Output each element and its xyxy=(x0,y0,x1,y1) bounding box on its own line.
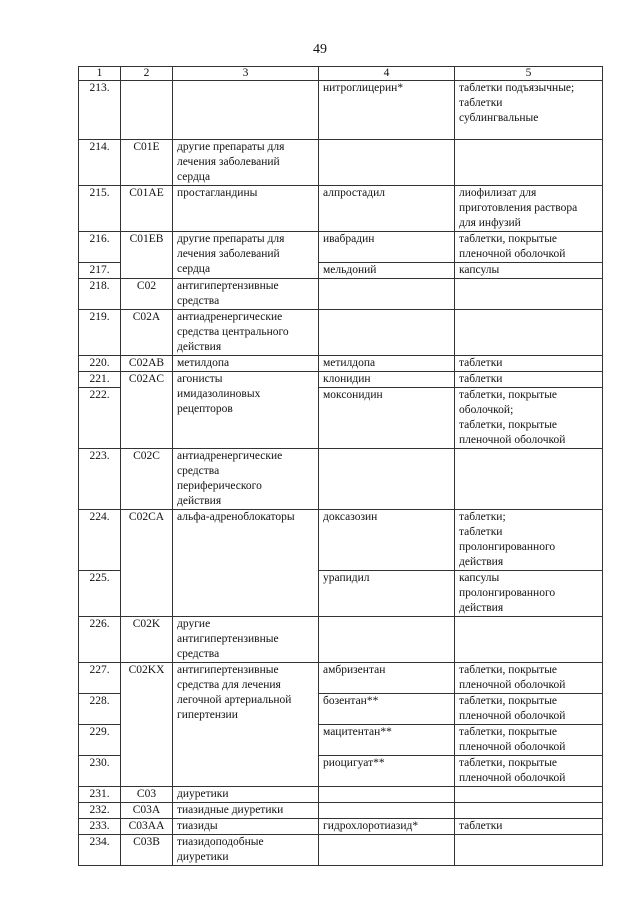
table-row xyxy=(79,356,603,372)
header-cell: 3 xyxy=(173,67,319,81)
atc-code: C01E xyxy=(121,140,173,186)
table-header-row xyxy=(79,67,603,81)
drug-name: нитроглицерин* xyxy=(319,81,455,140)
drug-name: ивабрадин xyxy=(319,232,455,263)
header-cell: 5 xyxy=(455,67,603,81)
row-number: 225. xyxy=(79,571,121,617)
row-number: 233. xyxy=(79,819,121,835)
drug-name xyxy=(319,787,455,803)
row-number: 230. xyxy=(79,756,121,787)
drug-name: мельдоний xyxy=(319,263,455,279)
atc-code: C03 xyxy=(121,787,173,803)
atc-group: антиадренергические средства центрального действия xyxy=(173,310,319,356)
table-row xyxy=(79,663,603,694)
row-number: 218. xyxy=(79,279,121,310)
row-number: 213. xyxy=(79,81,121,140)
drug-name: моксонидин xyxy=(319,388,455,449)
table-row xyxy=(79,186,603,232)
dosage-form xyxy=(455,449,603,510)
page-number: 49 xyxy=(313,42,327,57)
drug-name xyxy=(319,617,455,663)
drug-name: урапидил xyxy=(319,571,455,617)
dosage-form xyxy=(455,279,603,310)
atc-code: C03AA xyxy=(121,819,173,835)
drug-name: риоцигуат** xyxy=(319,756,455,787)
atc-group: другие препараты для лечения заболеваний сердца xyxy=(173,232,319,279)
dosage-form xyxy=(455,787,603,803)
atc-group: антигипертензивные средства для лечения легочной артериальной гипертензии xyxy=(173,663,319,787)
dosage-form: таблетки, покрытые оболочкой; таблетки, покрытые пленочной оболочкой xyxy=(455,388,603,449)
drug-table xyxy=(78,66,603,866)
row-number: 223. xyxy=(79,449,121,510)
row-number: 214. xyxy=(79,140,121,186)
row-number: 224. xyxy=(79,510,121,571)
row-number: 228. xyxy=(79,694,121,725)
table-row xyxy=(79,140,603,186)
dosage-form xyxy=(455,310,603,356)
atc-code: C02KX xyxy=(121,663,173,787)
row-number: 219. xyxy=(79,310,121,356)
row-number: 222. xyxy=(79,388,121,449)
atc-group: тиазиды xyxy=(173,819,319,835)
table-row xyxy=(79,232,603,263)
dosage-form: таблетки xyxy=(455,372,603,388)
drug-name: амбризентан xyxy=(319,663,455,694)
row-number: 217. xyxy=(79,263,121,279)
dosage-form: капсулы xyxy=(455,263,603,279)
dosage-form: лиофилизат для приготовления раствора для инфузий xyxy=(455,186,603,232)
drug-name: гидрохлоротиазид* xyxy=(319,819,455,835)
row-number: 221. xyxy=(79,372,121,388)
atc-group: антигипертензивные средства xyxy=(173,279,319,310)
table-row xyxy=(79,510,603,571)
table-row xyxy=(79,803,603,819)
atc-code: C03A xyxy=(121,803,173,819)
dosage-form: таблетки подъязычные; таблетки сублингвальные xyxy=(455,81,603,140)
table-row xyxy=(79,449,603,510)
atc-code: C01AE xyxy=(121,186,173,232)
dosage-form xyxy=(455,140,603,186)
table-row xyxy=(79,819,603,835)
dosage-form: таблетки; таблетки пролонгированного действия xyxy=(455,510,603,571)
drug-name xyxy=(319,140,455,186)
dosage-form: таблетки, покрытые пленочной оболочкой xyxy=(455,694,603,725)
row-number: 229. xyxy=(79,725,121,756)
atc-group: другие антигипертензивные средства xyxy=(173,617,319,663)
atc-group: альфа-адреноблокаторы xyxy=(173,510,319,617)
drug-name: алпростадил xyxy=(319,186,455,232)
atc-code: C01EB xyxy=(121,232,173,279)
dosage-form: таблетки, покрытые пленочной оболочкой xyxy=(455,725,603,756)
row-number: 226. xyxy=(79,617,121,663)
atc-group: антиадренергические средства периферического действия xyxy=(173,449,319,510)
atc-code: C02C xyxy=(121,449,173,510)
drug-name xyxy=(319,310,455,356)
atc-code: C03B xyxy=(121,835,173,866)
drug-name xyxy=(319,279,455,310)
table-row xyxy=(79,372,603,388)
dosage-form: таблетки xyxy=(455,819,603,835)
header-cell: 1 xyxy=(79,67,121,81)
dosage-form: капсулы пролонгированного действия xyxy=(455,571,603,617)
header-cell: 4 xyxy=(319,67,455,81)
dosage-form: таблетки, покрытые пленочной оболочкой xyxy=(455,232,603,263)
atc-code: C02CA xyxy=(121,510,173,617)
dosage-form: таблетки, покрытые пленочной оболочкой xyxy=(455,756,603,787)
drug-name: доксазозин xyxy=(319,510,455,571)
atc-code xyxy=(121,81,173,140)
row-number: 232. xyxy=(79,803,121,819)
atc-group: тиазидные диуретики xyxy=(173,803,319,819)
table-row xyxy=(79,279,603,310)
drug-name: клонидин xyxy=(319,372,455,388)
drug-name: метилдопа xyxy=(319,356,455,372)
dosage-form xyxy=(455,835,603,866)
table-row xyxy=(79,310,603,356)
atc-code: C02AB xyxy=(121,356,173,372)
table-row xyxy=(79,835,603,866)
atc-code: C02AC xyxy=(121,372,173,449)
table-row xyxy=(79,787,603,803)
atc-group xyxy=(173,81,319,140)
atc-group: диуретики xyxy=(173,787,319,803)
drug-name xyxy=(319,835,455,866)
atc-code: C02 xyxy=(121,279,173,310)
atc-group: метилдопа xyxy=(173,356,319,372)
dosage-form xyxy=(455,617,603,663)
row-number: 231. xyxy=(79,787,121,803)
row-number: 227. xyxy=(79,663,121,694)
atc-code: C02A xyxy=(121,310,173,356)
drug-name: бозентан** xyxy=(319,694,455,725)
atc-group: другие препараты для лечения заболеваний сердца xyxy=(173,140,319,186)
atc-group: агонисты имидазолиновых рецепторов xyxy=(173,372,319,449)
atc-group: простагландины xyxy=(173,186,319,232)
atc-code: C02K xyxy=(121,617,173,663)
table-row xyxy=(79,81,603,140)
row-number: 220. xyxy=(79,356,121,372)
atc-group: тиазидоподобные диуретики xyxy=(173,835,319,866)
dosage-form: таблетки xyxy=(455,356,603,372)
table-row xyxy=(79,617,603,663)
row-number: 215. xyxy=(79,186,121,232)
row-number: 216. xyxy=(79,232,121,263)
header-cell: 2 xyxy=(121,67,173,81)
drug-name: мацитентан** xyxy=(319,725,455,756)
row-number: 234. xyxy=(79,835,121,866)
dosage-form: таблетки, покрытые пленочной оболочкой xyxy=(455,663,603,694)
drug-name xyxy=(319,803,455,819)
drug-name xyxy=(319,449,455,510)
dosage-form xyxy=(455,803,603,819)
